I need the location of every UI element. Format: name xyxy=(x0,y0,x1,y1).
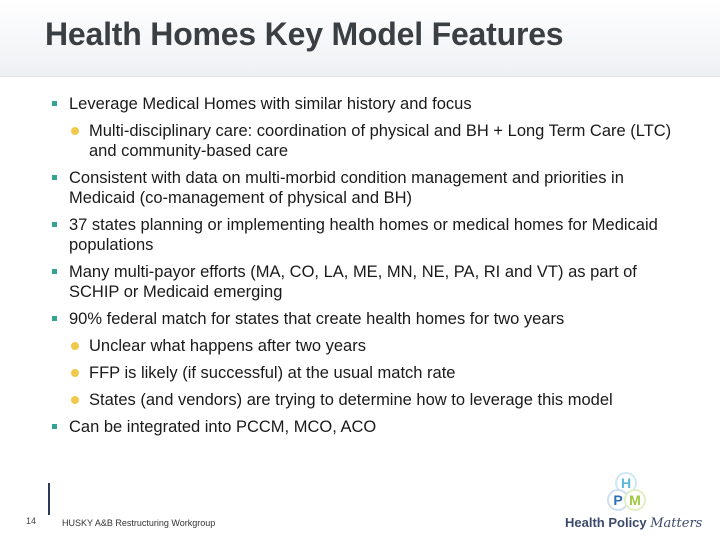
logo-wordmark: Health Policy Matters xyxy=(565,515,703,531)
bullet-list xyxy=(0,94,720,444)
square-bullet-icon xyxy=(52,175,57,180)
dot-bullet-icon xyxy=(71,396,79,404)
bullet-item: 90% federal match for states that create health homes for two years xyxy=(69,309,689,329)
page-number: 14 xyxy=(26,516,37,526)
sub-bullet-item: Multi-disciplinary care: coordination of physical and BH + Long Term Care (LTC) and community-based care xyxy=(89,121,679,161)
bullet-item: Consistent with data on multi-morbid condition management and priorities in Medicaid (co-management of physical and BH) xyxy=(69,168,689,208)
square-bullet-icon xyxy=(52,222,57,227)
square-bullet-icon xyxy=(52,316,57,321)
sub-bullet-item: FFP is likely (if successful) at the usual match rate xyxy=(89,363,679,383)
bullet-item: 37 states planning or implementing health homes or medical homes for Medicaid populations xyxy=(69,215,689,255)
bullet-item: Many multi-payor efforts (MA, CO, LA, ME, MN, NE, PA, RI and VT) as part of SCHIP or Medicaid emerging xyxy=(69,262,689,302)
bullet-item: Can be integrated into PCCM, MCO, ACO xyxy=(69,417,689,437)
sub-bullet-item: Unclear what happens after two years xyxy=(89,336,679,356)
dot-bullet-icon xyxy=(71,369,79,377)
bullet-item: Leverage Medical Homes with similar history and focus xyxy=(69,94,689,114)
sub-bullet-item: States (and vendors) are trying to determine how to leverage this model xyxy=(89,390,679,410)
dot-bullet-icon xyxy=(71,127,79,135)
square-bullet-icon xyxy=(52,424,57,429)
logo-letter-m: M xyxy=(629,492,641,508)
square-bullet-icon xyxy=(52,269,57,274)
dot-bullet-icon xyxy=(71,342,79,350)
square-bullet-icon xyxy=(52,101,57,106)
slide-title: Health Homes Key Model Features xyxy=(45,16,564,52)
footer-text: HUSKY A&B Restructuring Workgroup xyxy=(62,518,216,528)
logo-letter-h: H xyxy=(620,475,632,491)
logo-letter-p: P xyxy=(613,492,623,508)
footer-divider xyxy=(48,483,50,515)
